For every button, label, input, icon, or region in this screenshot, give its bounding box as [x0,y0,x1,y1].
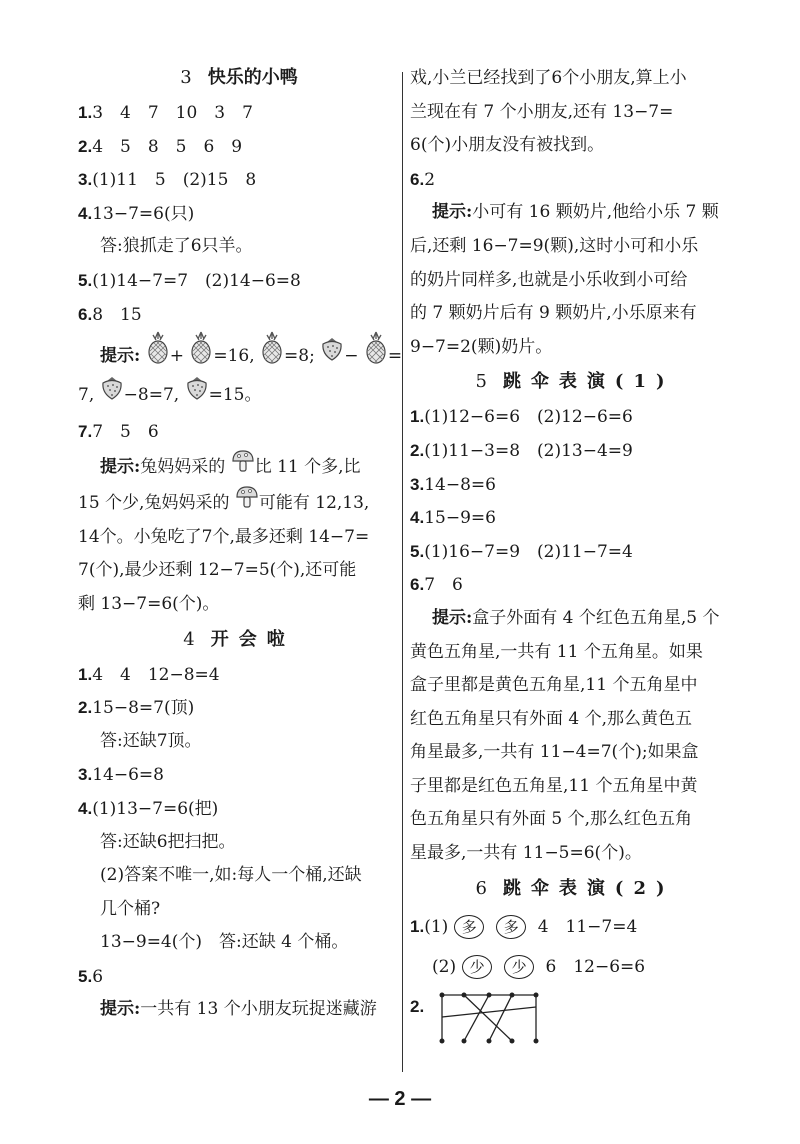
s4-answer-5-hint: 提示:一共有 13 个小朋友玩捉迷藏游 [100,999,377,1020]
section-title: 快乐的小鸭 [207,67,298,88]
s5-answer-6-hint-line-4: 红色五角星只有外面 4 个,那么黄色五 [410,708,693,729]
circled-answer: 多 [454,915,484,939]
answer-4-response: 答:狼抓走了6只羊。 [100,236,253,257]
s5-answer-4: 4.15−9=6 [410,508,496,529]
s5-answer-6-hint-line-2: 黄色五角星,一共有 11 个五角星。如果 [410,641,703,662]
answer-7-hint-line-5: 剩 13−7=6(个)。 [78,593,220,614]
s4-answer-4: 4.(1)13−7=6(把) [78,798,219,819]
pineapple-icon [364,331,388,382]
circled-answer: 多 [496,915,526,939]
s5-answer-5: 5.(1)16−7=9 (2)11−7=4 [410,541,633,562]
section-3-heading [78,60,400,96]
section-number: 3 [180,67,192,88]
s5-answer-6-hint-line-1: 提示:盒子外面有 4 个红色五角星,5 个 [432,607,720,628]
s4-answer-3: 3.14−6=8 [78,765,164,786]
mushroom-icon [231,449,255,486]
hint-continued-line-3: 6(个)小朋友没有被找到。 [410,135,605,156]
section-number: 4 [183,628,195,650]
s4-answer-4-part2-cont: 几个桶? [100,898,161,919]
answer-6-hint-line-1: 提示: + =16, =8; − = [78,331,400,375]
s4-answer-6-hint-line-4: 的 7 颗奶片后有 9 颗奶片,小乐原来有 [410,303,697,324]
section-number: 6 [475,877,487,899]
answer-7: 7.7 5 6 [78,422,159,443]
s4-answer-6-hint-line-3: 的奶片同样多,也就是小乐收到小可给 [410,269,688,290]
s5-answer-6-hint-line-7: 色五角星只有外面 5 个,那么红色五角 [410,809,693,830]
right-column [410,60,740,1057]
answer-6: 6.8 15 [78,304,142,325]
s4-answer-5: 5.6 [78,966,104,987]
section-number: 5 [475,371,487,393]
s5-answer-6-hint-line-6: 子里都是红色五角星,11 个五角星中黄 [410,775,698,796]
answer-3: 3.(1)11 5 (2)15 8 [78,170,257,191]
section-6-heading [410,871,740,907]
s4-answer-4-response: 答:还缺6把扫把。 [100,831,236,852]
answer-7-hint-line-3: 14个。小兔吃了7个,最多还剩 14−7= [78,526,370,547]
section-4-heading [78,622,400,658]
s5-answer-2: 2.(1)11−3=8 (2)13−4=9 [410,440,633,461]
answer-1: 1.3 4 7 10 3 7 [78,103,253,123]
answer-7-hint-line-1: 提示:兔妈妈采的 比 11 个多,比 [78,449,400,485]
column-divider [402,72,403,1072]
s6-answer-1-part2: (2) 少 少 6 12−6=6 [410,947,740,987]
section-title: 开会啦 [210,628,295,650]
strawberry-icon [320,335,344,379]
section-title: 跳伞表演(1) [502,371,675,393]
s4-answer-2-response: 答:还缺7顶。 [100,730,202,751]
s5-answer-1: 1.(1)12−6=6 (2)12−6=6 [410,407,633,428]
answer-7-hint-line-2: 15 个少,兔妈妈采的 可能有 12,13, [78,485,400,521]
s5-answer-6-hint-line-5: 角星最多,一共有 11−4=7(个);如果盒 [410,742,699,763]
answer-2: 2.4 5 8 5 6 9 [78,136,243,157]
s4-answer-1: 1.4 4 12−8=4 [78,664,220,685]
circled-answer: 少 [462,955,492,979]
s4-answer-6-hint-line-5: 9−7=2(颗)奶片。 [410,336,553,357]
s5-answer-3: 3.14−8=6 [410,474,496,495]
s4-answer-6: 6.2 [410,169,436,190]
s4-answer-2: 2.15−8=7(顶) [78,698,195,719]
pineapple-icon [260,331,284,382]
s5-answer-6-hint-line-8: 星最多,一共有 11−5=6(个)。 [410,843,642,864]
s5-answer-6-hint-line-3: 盒子里都是黄色五角星,11 个五角星中 [410,675,698,696]
mushroom-icon [235,485,259,522]
s5-answer-6: 6.7 6 [410,575,463,596]
section-5-heading [410,364,740,400]
s4-answer-4-part2-calc: 13−9=4(个) 答:还缺 4 个桶。 [100,932,349,953]
s6-answer-1: 1.(1) 多 多 4 11−7=4 [410,907,740,947]
section-title: 跳伞表演(2) [502,877,675,899]
answer-4: 4.13−7=6(只) [78,203,195,224]
s4-answer-6-hint-line-1: 提示:小可有 16 颗奶片,他给小乐 7 颗 [432,202,719,223]
s6-answer-2: 2. [410,987,740,1057]
s4-answer-6-hint-line-2: 后,还剩 16−7=9(颗),这时小可和小乐 [410,235,699,256]
page-number: — 2 — [368,1088,432,1110]
answer-7-hint-line-4: 7(个),最少还剩 12−7=5(个),还可能 [78,560,357,581]
answer-5: 5.(1)14−7=7 (2)14−6=8 [78,270,301,291]
s4-answer-4-part2: (2)答案不唯一,如:每人一个桶,还缺 [100,865,362,886]
strawberry-icon [185,375,209,416]
strawberry-icon [100,375,124,416]
matching-lines-diagram [434,987,544,1064]
hint-continued-line-2: 兰现在有 7 个小朋友,还有 13−7= [410,101,674,122]
left-column [78,60,403,1027]
hint-continued-line-1: 戏,小兰已经找到了6个小朋友,算上小 [410,68,687,88]
answer-6-hint-line-2: 7, −8=7, =15。 [78,375,400,415]
circled-answer: 少 [504,955,534,979]
